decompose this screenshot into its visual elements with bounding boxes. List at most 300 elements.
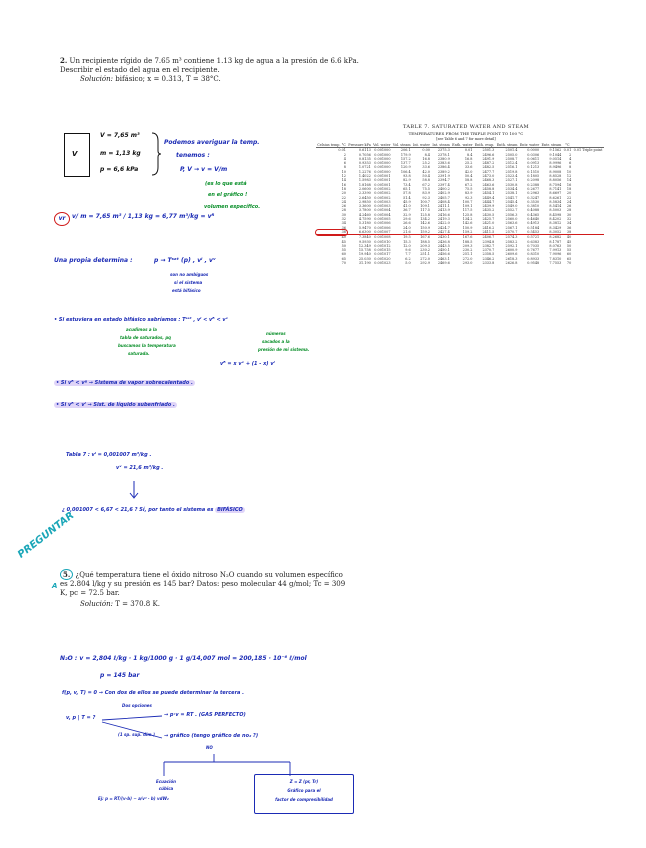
steam-table-cell: 2375.3 (437, 148, 450, 153)
steam-table-cell: 32.9 (403, 212, 411, 217)
steam-table-cell: 5.9470 (358, 225, 371, 230)
steam-table-cell: 2411.1 (437, 204, 450, 209)
steam-table-cell: 2382.7 (482, 243, 495, 248)
steam-table-cell: 2469.6 (437, 261, 450, 266)
steam-table-cell: 5.3180 (358, 221, 371, 226)
steam-table-cell: 272.0 (420, 256, 430, 261)
prop-note-2: si el sistema (174, 280, 203, 285)
steam-table-cell: 0.001001 (374, 182, 391, 187)
option-perfect-gas: → p·v = RT . (GAS PERFECTO) (164, 712, 246, 718)
problem-5 (60, 570, 350, 598)
steam-table-cell: 8.5003 (549, 208, 562, 213)
steam-table-cell: 32 (341, 217, 346, 222)
steam-table-cell: 50.4 (464, 174, 473, 179)
steam-table-cell: 159.2 (420, 229, 430, 234)
steam-table-cell: 2444.7 (482, 199, 495, 204)
steam-table-cell: 92.3 (422, 195, 430, 200)
steam-table-cell: 251.1 (420, 252, 430, 257)
steam-table-cell: 2394.7 (437, 178, 450, 183)
steam-table-cell: 2456.6 (437, 252, 450, 257)
steam-table-cell: 117.5 (420, 208, 430, 213)
steam-table-cell: 2419.3 (437, 217, 450, 222)
steam-table-cell: 0.001000 (374, 152, 391, 157)
steam-table-cell: 2600.9 (505, 248, 518, 253)
steam-table-cell: 7.8310 (549, 256, 562, 261)
steam-table-cell: 33.6 (422, 165, 430, 170)
steam-table-cell: 67.2 (422, 182, 430, 187)
problem-5-number: 5. (60, 569, 73, 580)
steam-table-cell: 1.8168 (358, 182, 371, 187)
cubic-eq-box: Ecuación cúbica (156, 779, 176, 791)
steam-table-cell: 0.7035 (527, 243, 540, 248)
steam-table-cell: 0.4088 (527, 208, 540, 213)
steam-table-cell: 109.1 (420, 204, 430, 209)
steam-table-cell: 3.3600 (358, 204, 371, 209)
steam-table-cell: 30 (566, 212, 572, 217)
branch-label: Dos opciones (122, 703, 152, 708)
steam-table-cell: 8.2682 (549, 235, 562, 240)
steam-table-cell: 0.8933 (527, 256, 540, 261)
steam-table-cell: 0.2677 (527, 186, 540, 191)
steam-table-cell: 26.6 (403, 221, 411, 226)
steam-table-cell: 125.8 (420, 212, 430, 217)
steam-table-cell: 20 (566, 191, 572, 196)
steam-table-cell: 2400.2 (437, 186, 450, 191)
steam-table-cell: 2386.4 (437, 165, 450, 170)
steam-table-cell: 0.3247 (527, 195, 540, 200)
steam-table-cell: 0.0000 (527, 148, 540, 153)
prop-note-1: son no ambiguos (170, 272, 209, 277)
steam-table-cell: 2501.3 (482, 148, 495, 153)
steam-table-cell: 2422.0 (437, 221, 450, 226)
steam-table-cell: 167.6 (462, 235, 473, 240)
steam-table-note: [see Table 6 and 7 for more detail] (436, 137, 496, 141)
steam-table-cell: 4 (569, 156, 572, 161)
steam-table-cell: 2.9850 (358, 199, 371, 204)
steam-table-cell: 0.4640 (527, 217, 540, 222)
steam-table-cell: 2516.1 (505, 165, 518, 170)
steam-table-cell: 0.7677 (527, 248, 540, 253)
steam-table-cell: 8.9996 (549, 161, 562, 166)
steam-table-cell: 137.7 (400, 161, 411, 166)
steam-table-cell: 8.0763 (549, 243, 562, 248)
problem-2-solution (80, 75, 221, 83)
steam-table-cell: 0.4913 (527, 221, 540, 226)
steam-table-cell: 14 (566, 178, 572, 183)
steam-table-cell: 125.8 (462, 212, 473, 217)
steam-table-cell: 26 (341, 204, 346, 209)
steam-table-cell: 2402.9 (437, 191, 450, 196)
steam-table-cell: 16 (341, 182, 346, 187)
steam-table-header: Int. water (413, 143, 430, 147)
steam-table-cell: 2523.4 (505, 174, 518, 179)
steam-table-cell: 0.2098 (527, 178, 540, 183)
steam-table-cell: 8 (569, 165, 572, 170)
steam-table-cell: 4.2460 (358, 212, 371, 217)
steam-table-cell: 2439.9 (482, 204, 495, 209)
steam-table-cell: 2574.3 (505, 235, 518, 240)
steam-table-cell: 9.1562 (549, 148, 562, 153)
steam-table-cell: 40 (566, 235, 572, 240)
steam-table-cell: 117.5 (462, 208, 473, 213)
no-label: NO (206, 745, 213, 750)
steam-table-cell: 7.9913 (549, 248, 562, 253)
steam-table-cell: 0.001000 (374, 148, 391, 153)
steam-table-cell: 19.940 (358, 252, 371, 257)
steam-table-cell: 34 (341, 221, 346, 226)
steam-table-cell: 2463.1 (437, 256, 450, 261)
steam-table-cell: 16 (566, 182, 572, 187)
steam-table-cell: 0.0611 (527, 156, 540, 161)
steam-table-cell: 8.7594 (549, 182, 562, 187)
steam-table-cell: 0.001003 (374, 199, 391, 204)
steam-table-cell: 0.001012 (374, 243, 391, 248)
steam-table-cell: 272.0 (462, 256, 473, 261)
steam-table-cell: 0.001023 (374, 261, 391, 266)
prop-note-3: está bifásico (172, 288, 201, 293)
steam-table-cell: 0.1510 (527, 169, 540, 174)
steam-table-cell: 8.6261 (549, 195, 562, 200)
steam-table-cell: 2408.4 (437, 199, 450, 204)
steam-table-cell: 0.0913 (527, 161, 540, 166)
note-temp-1: Podemos averiguar la temp. (164, 139, 260, 146)
steam-table-cell: 0.8135 (358, 156, 371, 161)
steam-table-cell: 0.2388 (527, 182, 540, 187)
prop-label: Una propia determina : (54, 257, 133, 264)
steam-table-cell: 8.8528 (549, 174, 562, 179)
steam-table-cell: 2416.2 (482, 225, 495, 230)
steam-table-cell: 5.0 (405, 261, 411, 266)
steam-table-cell: 0.2963 (527, 191, 540, 196)
steam-table-cell: 2505.0 (505, 152, 518, 157)
steam-table-cell: 0.001004 (374, 212, 391, 217)
steam-table-cell: 8.7141 (549, 186, 562, 191)
mix-formula: vᴿ = x vᵛ + (1 - x) vˡ (220, 361, 275, 367)
steam-table-cell: 2626.8 (505, 261, 518, 266)
steam-table-cell: 20 (341, 191, 346, 196)
steam-table-cell: 8.4 (466, 152, 473, 157)
steam-table-cell: 8.4 (424, 152, 430, 157)
steam-table-header: Pressure kPa (348, 143, 371, 147)
steam-table-cell: 4 (343, 156, 346, 161)
steam-table-cell: 2406.7 (482, 235, 495, 240)
steam-table-cell: 4.7590 (358, 217, 371, 222)
green-note-2: en el gráfico ! (208, 192, 248, 198)
steam-table-cell: 100.7 (420, 199, 430, 204)
steam-table-cell: 2397.4 (437, 182, 450, 187)
steam-table-cell: 0.01 (338, 148, 346, 153)
steam-table-cell: 142.6 (462, 221, 473, 226)
steam-table-row (316, 261, 604, 265)
steam-table-cell: 150.9 (462, 225, 473, 230)
steam-table-cell: 50 (341, 243, 346, 248)
steam-table-cell: 0.001000 (374, 169, 391, 174)
steam-table-cell: 0.3530 (527, 199, 540, 204)
steam-table-cell: 1.5983 (358, 178, 371, 183)
steam-table-cell: 12.349 (358, 243, 371, 248)
steam-table-cell: 7.7553 (549, 261, 562, 266)
steam-table-cell: 8.3812 (549, 221, 562, 226)
right-note-1: números (266, 331, 286, 336)
steam-table-cell: 2425.7 (482, 217, 495, 222)
steam-table-cell: 28 (566, 208, 572, 213)
steam-table-cell: 2512.4 (505, 161, 518, 166)
steam-table-cell: 73.4 (403, 182, 411, 187)
steam-table-cell: 2333.8 (482, 261, 495, 266)
steam-table-cell: 50.4 (422, 174, 430, 179)
steam-table-cell: 0.8310 (527, 252, 540, 257)
steam-table-cell: 18 (341, 186, 346, 191)
steam-table-header: Vol. steam (392, 143, 411, 147)
steam-table-cell: 22 (341, 195, 346, 200)
steam-table-cell: 2413.9 (437, 208, 450, 213)
steam-table-cell: 0.001002 (374, 195, 391, 200)
steam-table-cell: 2567.1 (505, 225, 518, 230)
brace-bracket (150, 131, 162, 177)
steam-table-cell: 36 (341, 225, 346, 230)
steam-table-cell: 2583.2 (505, 239, 518, 244)
steam-table-cell: 8.9008 (549, 169, 562, 174)
steam-table-cell: 38 (566, 229, 572, 234)
steam-table-cell: 16.8 (422, 156, 430, 161)
n2o-volume-conversion: N₂O : v = 2,804 ℓ/kg · 1 kg/1000 g · 1 g/14,007 mol = 200,185 · 10⁻⁶ ℓ/mol (60, 655, 307, 662)
steam-table-title: TABLE 7. SATURATED WATER AND STEAM (402, 124, 530, 130)
steam-table-cell: 0.7056 (358, 152, 371, 157)
steam-table-header: Entr. water (519, 143, 540, 147)
steam-table-cell: 15.3 (403, 239, 411, 244)
steam-table-cell: 8.3429 (549, 225, 562, 230)
steam-table-cell: 6.2 (405, 256, 411, 261)
steam-table-cell: 9.6 (405, 248, 411, 253)
steam-table-cell: 0.001000 (374, 161, 391, 166)
steam-table-cell: 2556.3 (505, 212, 518, 217)
steam-table-cell: 12.0 (403, 243, 411, 248)
steam-table-cell: 0.01 (563, 148, 572, 153)
steam-table-cell: 1.2276 (358, 169, 371, 174)
steam-table-cell: 2487.2 (482, 161, 495, 166)
steam-table-cell: 2 (569, 152, 572, 157)
steam-table-cell: 0.001002 (374, 191, 391, 196)
problem-5-solution: Solución: T = 370.8 K. (80, 600, 160, 608)
steam-table-cell: 7.9096 (549, 252, 562, 257)
steam-table-cell: 2.6450 (358, 195, 371, 200)
conclusion-word: BIFÁSICO (217, 507, 243, 513)
steam-table-cell: 0.001006 (374, 225, 391, 230)
steam-table-header: Int. steam (432, 143, 450, 147)
steam-table-cell: 0.001008 (374, 235, 391, 240)
steam-table-cell: 26 (566, 204, 572, 209)
table7-vapor: vᵛ = 21,6 m³/kg . (116, 465, 164, 471)
steam-table-cell: 2378.1 (437, 152, 450, 157)
steam-table-cell: 0.1805 (527, 174, 540, 179)
steam-table-cell: 7.7 (405, 252, 411, 257)
steam-table-cell: 8.1787 (549, 239, 562, 244)
green-note-3: volumen específico. (204, 204, 261, 210)
steam-table-cell: 2563.6 (505, 221, 518, 226)
steam-table-cell: 0.4365 (527, 212, 540, 217)
steam-table-cell: 230.2 (420, 248, 430, 253)
container-label: V (72, 150, 78, 158)
steam-table-cell: 8.5414 (549, 204, 562, 209)
steam-table-cell: 32 (566, 217, 572, 222)
steam-table-cell: 206.1 (400, 148, 411, 153)
steam-table-cell: 292.9 (420, 261, 430, 266)
table7-liquid: Tabla 7 : vˡ = 0,001007 m³/kg . (66, 452, 152, 458)
steam-table-cell: 2454.1 (482, 191, 495, 196)
steam-table-cell: 7.3840 (358, 235, 371, 240)
steam-table-cell: 55 (341, 248, 346, 253)
steam-table-cell: 2383.6 (437, 161, 450, 166)
steam-table-cell: 12 (341, 174, 346, 179)
steam-table-cell: 0.001000 (374, 156, 391, 161)
conclusion: ¿ 0,001007 < 6,67 < 21,6 ? Sí, por tanto el sistema es BIFÁSICO (62, 507, 243, 513)
steam-table-cell: 251.1 (462, 252, 473, 257)
steam-table-cell: 2482.5 (482, 165, 495, 170)
right-note-2: sacados a la (262, 339, 290, 344)
steam-table-cell: 1.0721 (358, 165, 371, 170)
steam-table-cell: 2549.0 (505, 204, 518, 209)
steam-table-cell: 2 (343, 152, 346, 157)
steam-table-cell: 25.030 (358, 256, 371, 261)
steam-table-header: Celsius temp. °C (317, 143, 346, 147)
steam-table-cell: 8.4598 (549, 212, 562, 217)
steam-table-cell: 0.3810 (527, 204, 540, 209)
steam-table-cell: 2496.6 (482, 152, 495, 157)
steam-table-cell: 2477.7 (482, 169, 495, 174)
steam-table-cell: 2534.4 (505, 186, 518, 191)
steam-table-cell: 2411.5 (482, 229, 495, 234)
prop-formula: p → Tˢᵃᵗ (p) , vˡ , vᵛ (154, 257, 216, 264)
steam-table-cell: 92.3 (464, 195, 473, 200)
steam-table-cell: 0.9353 (358, 161, 371, 166)
biphasic-heading: • Si estuviera en estado bifásico sabríamos : Tˢᵃᵗ , vˡ < vᴿ < vᵛ (54, 317, 229, 323)
steam-table-cell: 36.7 (403, 208, 411, 213)
steam-table-cell: 38 (316, 230, 347, 235)
steam-table-cell: 12 (566, 174, 572, 179)
biphasic-note-3: buscamos la temperatura (118, 343, 176, 348)
state-equation-note: f(p, v, T) = 0 → Con dos de ellos se puede determinar la tercera . (62, 690, 245, 696)
steam-table-cell: 30 (341, 212, 346, 217)
steam-table-cell: 83.9 (422, 191, 430, 196)
steam-table-cell: 9.0514 (549, 156, 562, 161)
steam-table-cell: 45 (341, 239, 346, 244)
steam-table-cell: 0.00 (422, 148, 430, 153)
steam-table-cell: 2501.4 (505, 148, 518, 153)
steam-table-cell: 45 (566, 239, 572, 244)
steam-table-cell: 0.001010 (374, 239, 391, 244)
case-subcooled: • Si vᴿ < vˡ → Sist. de líquido subenfriado . (56, 402, 175, 408)
steam-table-cell: 2389.2 (437, 169, 450, 174)
steam-table-cell: 2391.9 (437, 174, 450, 179)
steam-table-cell: 0.001001 (374, 174, 391, 179)
given-v: V = 7,65 m³ (100, 132, 140, 139)
steam-table-cell: 2358.5 (482, 252, 495, 257)
steam-table-cell: 2527.1 (505, 178, 518, 183)
option-graphic: → gráfico (tengo gráfico de no₂ ?) (164, 733, 259, 739)
steam-table-cell: 230.2 (462, 248, 473, 253)
steam-table-cell: 14 (341, 178, 346, 183)
steam-table-cell: 24 (566, 199, 572, 204)
steam-table-cell: 2370.7 (482, 248, 495, 253)
steam-table-cell: 2416.6 (437, 212, 450, 217)
steam-table-cell: 0.001017 (374, 252, 391, 257)
steam-table-cell: 157.2 (400, 156, 411, 161)
steam-table-cell: 134.2 (462, 217, 473, 222)
steam-table-cell: 2424.7 (437, 225, 450, 230)
steam-table-cell: 2405.7 (437, 195, 450, 200)
steam-table-cell: 293.0 (462, 261, 473, 266)
steam-table-cell: 0.5453 (527, 229, 540, 234)
steam-table-cell: 83.9 (464, 191, 473, 196)
steam-table-cell: 0.01 (464, 148, 473, 153)
specific-volume-calc: v/ m = 7,65 m³ / 1,13 kg = 6,77 m³/kg = vᴿ (72, 213, 215, 220)
steam-table-cell: 24.0 (403, 225, 411, 230)
vr-circle: vr (54, 212, 70, 226)
steam-table-cell: 0.001015 (374, 248, 391, 253)
steam-table-cell: 209.3 (420, 243, 430, 248)
steam-table-cell: 2.3390 (358, 191, 371, 196)
steam-table-cell (572, 261, 603, 265)
steam-table-cell: 2450.1 (437, 248, 450, 253)
steam-table-cell: 60 (566, 252, 572, 257)
steam-table-cell: 188.5 (462, 239, 473, 244)
compressibility-box: Z = Z (pr, Tr) Gráfico para el factor de compresibilidad (254, 774, 354, 814)
steam-table-cell: 75.5 (464, 186, 473, 191)
problem-2-statement: Un recipiente rígido de 7.65 m³ contiene 1.13 kg de agua a la presión de 6.6 kPa. Describir el estado del agua en el recipiente. (60, 57, 359, 74)
steam-table-cell: 9.5930 (358, 239, 371, 244)
steam-table-cell: 0.0306 (527, 152, 540, 157)
steam-table-cell: 8.3052 (549, 229, 562, 234)
steam-table-cell: 0.001005 (374, 217, 391, 222)
steam-table-cell: 2346.2 (482, 256, 495, 261)
right-note-3: presión de mi sistema. (258, 347, 310, 352)
steam-table-cell: 8.6697 (549, 191, 562, 196)
steam-table-cell: 134.2 (420, 217, 430, 222)
steam-table-header: °C (562, 143, 572, 148)
steam-table-cell: 188.5 (420, 239, 430, 244)
steam-table-cell: 34 (566, 221, 572, 226)
steam-table-cell: 29.6 (403, 217, 411, 222)
steam-table-cell: 51.4 (403, 195, 411, 200)
steam-table-cell: 0.001000 (374, 165, 391, 170)
steam-table-cell: 167.6 (420, 235, 430, 240)
steam-table-cell: 0.001002 (374, 186, 391, 191)
steam-table-cell: 8.4202 (549, 217, 562, 222)
steam-table-cell: 2430.1 (437, 235, 450, 240)
steam-table-cell: 2443.5 (437, 243, 450, 248)
steam-table-cell: 8.8056 (549, 178, 562, 183)
steam-table-panel (316, 124, 616, 265)
note-pv: P, V → v = V/m (180, 166, 228, 173)
steam-table-cell: 40 (341, 235, 346, 240)
steam-table-cell: 2463.6 (482, 182, 495, 187)
steam-table-header: Entr. steam (541, 143, 562, 147)
problem-2 (60, 56, 360, 75)
steam-table-cell: 6.6300 (358, 229, 371, 234)
steam-table-cell: 10 (566, 169, 572, 174)
n2o-pressure: p = 145 bar (100, 672, 140, 679)
steam-table-cell: 120.9 (400, 165, 411, 170)
steam-table-cell: 0.5184 (527, 225, 540, 230)
steam-table-cell: 150.9 (420, 225, 430, 230)
given-m: m = 1,13 kg (100, 150, 141, 157)
steam-table-cell: 2538.1 (505, 191, 518, 196)
steam-table (316, 143, 604, 265)
steam-table-cell: 22 (566, 195, 572, 200)
green-note-1: (es lo que está (205, 181, 247, 187)
steam-table-cell: 58.8 (422, 178, 430, 183)
steam-table-cell: 65.1 (403, 186, 411, 191)
